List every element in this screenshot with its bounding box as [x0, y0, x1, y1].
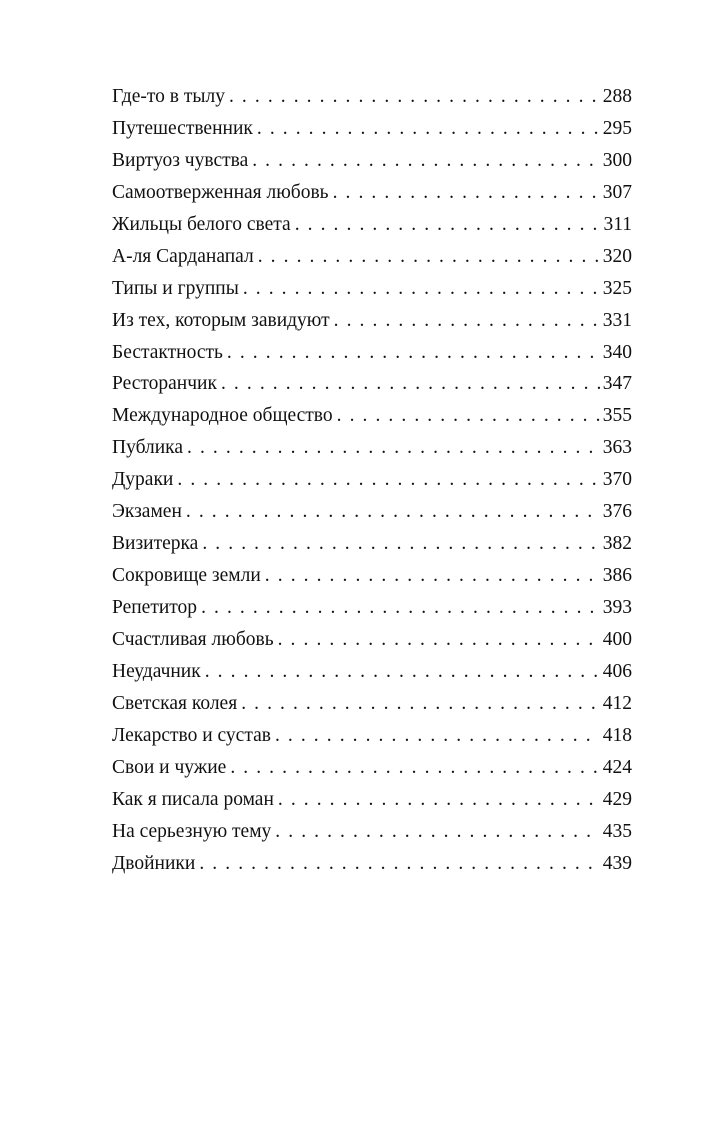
toc-dot-leader	[337, 405, 600, 427]
toc-entry	[112, 821, 632, 853]
toc-dot-leader	[295, 214, 601, 236]
toc-dot-leader	[187, 437, 600, 459]
toc-entry-page-number: 386	[602, 565, 632, 587]
toc-entry	[112, 853, 632, 885]
toc-entry-title: Международное общество	[112, 405, 333, 427]
toc-dot-leader	[278, 789, 600, 811]
toc-entry	[112, 725, 632, 757]
toc-entry-title: Путешественник	[112, 117, 253, 139]
toc-entry	[112, 533, 632, 565]
toc-entry-title: Неудачник	[112, 660, 201, 682]
toc-entry-page-number: 363	[602, 437, 632, 459]
table-of-contents	[112, 86, 632, 884]
toc-dot-leader	[199, 853, 599, 875]
toc-entry-page-number: 439	[602, 852, 632, 874]
toc-entry	[112, 501, 632, 533]
toc-dot-leader	[201, 597, 600, 619]
toc-entry-title: Двойники	[112, 852, 196, 874]
toc-entry-page-number: 400	[602, 628, 632, 650]
toc-entry	[112, 437, 632, 469]
toc-entry-title: Репетитор	[112, 597, 198, 618]
toc-entry-title: На серьезную тему	[112, 820, 272, 842]
toc-entry-title: Жильцы белого света	[112, 213, 291, 235]
toc-entry-page-number: 393	[602, 597, 632, 618]
toc-entry	[112, 597, 632, 629]
toc-entry	[112, 629, 632, 661]
toc-entry-title: Счастливая любовь	[112, 628, 274, 650]
toc-entry	[112, 789, 632, 821]
toc-entry-page-number: 311	[603, 213, 632, 235]
toc-entry-page-number: 307	[602, 181, 632, 203]
toc-entry-title: Светская колея	[112, 692, 238, 714]
toc-dot-leader	[229, 86, 600, 108]
toc-dot-leader	[186, 501, 600, 523]
toc-entry-page-number: 424	[602, 756, 632, 778]
toc-entry	[112, 86, 632, 118]
toc-entry-page-number: 376	[602, 501, 632, 523]
toc-entry-title: Виртуоз чувства	[112, 149, 249, 171]
toc-entry-page-number: 340	[602, 341, 632, 363]
toc-entry	[112, 214, 632, 246]
toc-dot-leader	[252, 150, 600, 172]
toc-dot-leader	[258, 246, 600, 268]
toc-entry-title: Свои и чужие	[112, 756, 227, 778]
toc-entry	[112, 310, 632, 342]
toc-entry-page-number: 370	[602, 469, 632, 491]
toc-dot-leader	[275, 725, 600, 747]
toc-entry-page-number: 429	[602, 788, 632, 810]
toc-dot-leader	[257, 118, 600, 140]
toc-dot-leader	[241, 693, 600, 715]
toc-entry-title: Бестактность	[112, 341, 223, 363]
toc-entry-page-number: 288	[602, 86, 632, 107]
toc-entry	[112, 118, 632, 150]
toc-dot-leader	[230, 757, 599, 779]
toc-entry-page-number: 295	[602, 117, 632, 139]
toc-entry-page-number: 412	[602, 692, 632, 714]
toc-dot-leader	[177, 469, 599, 491]
toc-entry	[112, 405, 632, 437]
toc-dot-leader	[278, 629, 600, 651]
toc-entry-page-number: 406	[602, 660, 632, 682]
toc-dot-leader	[275, 821, 599, 843]
toc-entry	[112, 469, 632, 501]
toc-entry-title: Сокровище земли	[112, 565, 261, 587]
toc-entry-title: А-ля Сарданапал	[112, 245, 254, 267]
toc-entry-page-number: 331	[602, 309, 632, 331]
toc-entry-title: Ресторанчик	[112, 373, 217, 395]
toc-dot-leader	[221, 373, 600, 395]
toc-dot-leader	[334, 310, 600, 332]
toc-entry-title: Где-то в тылу	[112, 86, 225, 107]
toc-entry-title: Экзамен	[112, 501, 182, 523]
toc-entry-title: Визитерка	[112, 533, 199, 555]
toc-entry	[112, 373, 632, 405]
toc-entry	[112, 693, 632, 725]
toc-entry-page-number: 435	[602, 820, 632, 842]
toc-dot-leader	[265, 565, 600, 587]
toc-entry	[112, 757, 632, 789]
toc-entry-page-number: 347	[602, 373, 632, 395]
toc-entry-title: Дураки	[112, 469, 174, 491]
toc-entry	[112, 342, 632, 374]
toc-entry	[112, 150, 632, 182]
toc-entry-title: Как я писала роман	[112, 788, 274, 810]
toc-dot-leader	[205, 661, 600, 683]
toc-entry-page-number: 418	[602, 724, 632, 746]
toc-entry-title: Публика	[112, 437, 184, 459]
toc-entry-page-number: 325	[602, 277, 632, 299]
toc-entry	[112, 661, 632, 693]
toc-entry-title: Лекарство и сустав	[112, 724, 271, 746]
toc-entry-title: Самоотверженная любовь	[112, 181, 329, 203]
toc-entry	[112, 565, 632, 597]
toc-entry-page-number: 300	[602, 149, 632, 171]
toc-entry	[112, 246, 632, 278]
toc-entry-title: Из тех, которым завидуют	[112, 309, 330, 331]
toc-dot-leader	[333, 182, 600, 204]
toc-entry	[112, 278, 632, 310]
toc-entry-page-number: 355	[602, 405, 632, 427]
toc-entry-title: Типы и группы	[112, 277, 239, 299]
toc-dot-leader	[202, 533, 599, 555]
toc-entry	[112, 182, 632, 214]
toc-dot-leader	[227, 342, 600, 364]
toc-entry-page-number: 382	[602, 533, 632, 555]
toc-dot-leader	[243, 278, 600, 300]
toc-entry-page-number: 320	[602, 245, 632, 267]
